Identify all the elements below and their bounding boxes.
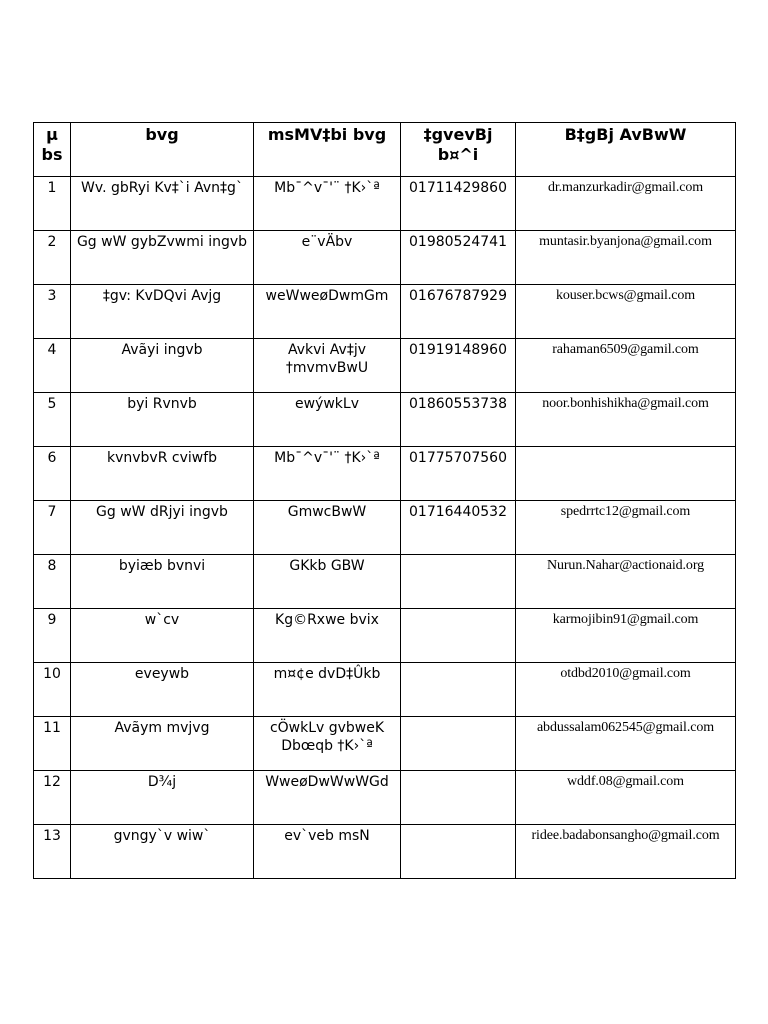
table-row [34,177,736,231]
table-header-row [34,123,736,177]
name-cell: Avãym mvjvg [71,717,254,771]
mobile-cell [401,771,516,825]
table-row [34,285,736,339]
table-row [34,663,736,717]
email-cell: noor.bonhishikha@gmail.com [516,393,736,447]
organization-cell: cÖwkLv gvbweK Dbœqb †K›`ª [254,717,401,771]
table-row [34,609,736,663]
serial-cell: 1 [34,177,71,231]
email-cell: muntasir.byanjona@gmail.com [516,231,736,285]
mobile-cell [401,609,516,663]
mobile-cell [401,825,516,879]
email-cell: wddf.08@gmail.com [516,771,736,825]
table-row [34,771,736,825]
table-row [34,393,736,447]
name-cell: byi Rvnvb [71,393,254,447]
organization-cell: e¨vÄbv [254,231,401,285]
organization-cell: GKkb GBW [254,555,401,609]
organization-cell: Kg©Rxwe bvix [254,609,401,663]
table-row [34,231,736,285]
organization-cell: m¤¢e dvD‡Ûkb [254,663,401,717]
serial-cell: 8 [34,555,71,609]
mobile-cell [401,663,516,717]
table-row [34,717,736,771]
table-row [34,825,736,879]
name-cell: Gg wW dRjyi ingvb [71,501,254,555]
mobile-cell: 01716440532 [401,501,516,555]
name-cell: Gg wW gybZvwmi ingvb [71,231,254,285]
serial-cell: 6 [34,447,71,501]
table-row [34,501,736,555]
table-row [34,447,736,501]
serial-cell: 7 [34,501,71,555]
mobile-cell: 01919148960 [401,339,516,393]
header-email: B‡gBj AvBwW [516,123,736,177]
email-cell: kouser.bcws@gmail.com [516,285,736,339]
serial-cell: 13 [34,825,71,879]
email-cell: rahaman6509@gamil.com [516,339,736,393]
organization-cell: weWweøDwmGm [254,285,401,339]
mobile-cell: 01980524741 [401,231,516,285]
table-row [34,339,736,393]
mobile-cell: 01711429860 [401,177,516,231]
email-cell: otdbd2010@gmail.com [516,663,736,717]
header-organization: msMV‡bi bvg [254,123,401,177]
table-body [34,177,736,879]
name-cell: kvnvbvR cviwfb [71,447,254,501]
serial-cell: 12 [34,771,71,825]
name-cell: gvngy`v wiw` [71,825,254,879]
serial-cell: 3 [34,285,71,339]
name-cell: byiæb bvnvi [71,555,254,609]
organization-cell: WweøDwWwWGd [254,771,401,825]
serial-cell: 2 [34,231,71,285]
serial-cell: 10 [34,663,71,717]
mobile-cell: 01860553738 [401,393,516,447]
serial-cell: 5 [34,393,71,447]
mobile-cell [401,555,516,609]
organization-cell: ewýwkLv [254,393,401,447]
organization-cell: Mb¯^v¯'¨ †K›`ª [254,447,401,501]
header-name: bvg [71,123,254,177]
organization-cell: Mb¯^v¯'¨ †K›`ª [254,177,401,231]
serial-cell: 4 [34,339,71,393]
email-cell: abdussalam062545@gmail.com [516,717,736,771]
name-cell: eveywb [71,663,254,717]
header-mobile: ‡gvevBj b¤^i [401,123,516,177]
name-cell: D¾j [71,771,254,825]
email-cell: karmojibin91@gmail.com [516,609,736,663]
email-cell: spedrrtc12@gmail.com [516,501,736,555]
organization-cell: ev`veb msN [254,825,401,879]
contact-table [33,122,736,879]
email-cell: dr.manzurkadir@gmail.com [516,177,736,231]
name-cell: ‡gv: KvDQvi Avjg [71,285,254,339]
serial-cell: 11 [34,717,71,771]
serial-cell: 9 [34,609,71,663]
organization-cell: GmwcBwW [254,501,401,555]
table-row [34,555,736,609]
header-serial: µ bs [34,123,71,177]
email-cell: Nurun.Nahar@actionaid.org [516,555,736,609]
name-cell: w`cv [71,609,254,663]
mobile-cell [401,717,516,771]
email-cell [516,447,736,501]
name-cell: Wv. gbRyi Kv‡`i Avn‡g` [71,177,254,231]
mobile-cell: 01676787929 [401,285,516,339]
mobile-cell: 01775707560 [401,447,516,501]
email-cell: ridee.badabonsangho@gmail.com [516,825,736,879]
organization-cell: Avkvi Av‡jv †mvmvBwU [254,339,401,393]
name-cell: Avãyi ingvb [71,339,254,393]
